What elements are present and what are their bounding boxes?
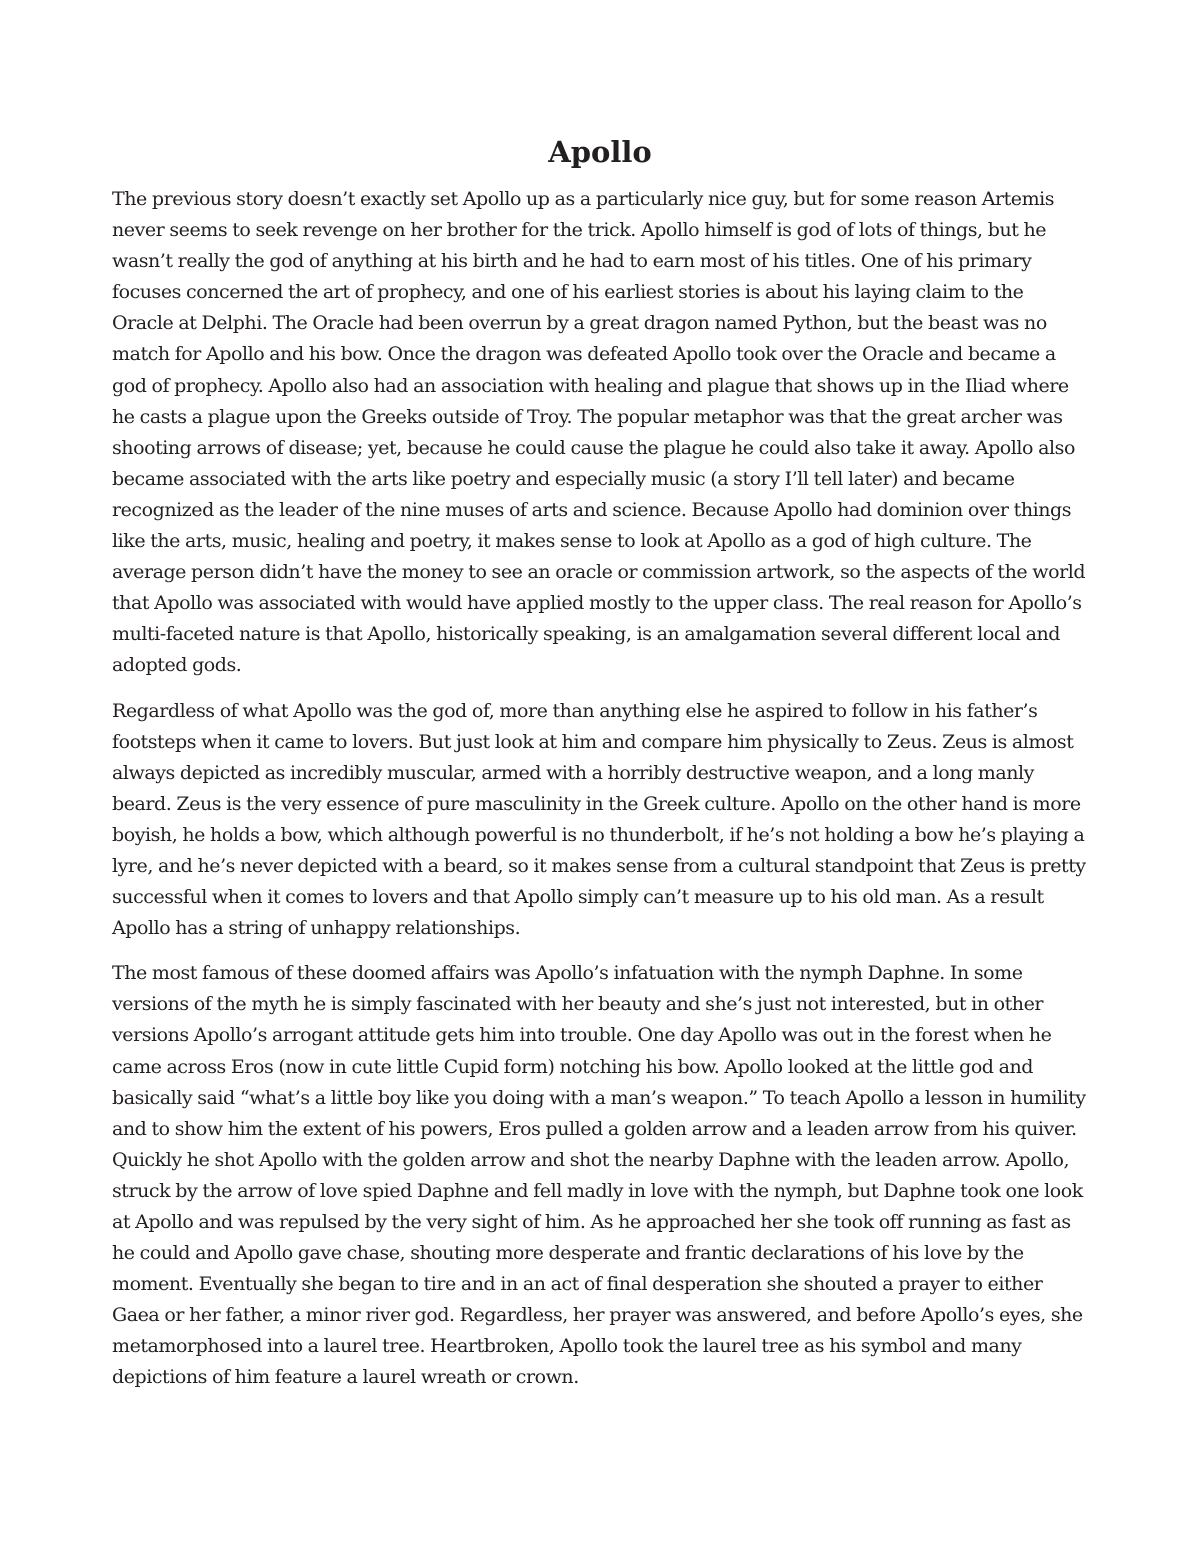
paragraph-2: Regardless of what Apollo was the god of, more than anything else he aspired to follow in his father’s footsteps when it came to lovers. But just look at him and compare him physically to Zeus. Zeus is almost always depicted as incredibly muscular, armed with a horribly destructive weapon, and a long manly beard. Zeus is the very essence of pure masculinity in the Greek culture. Apollo on the other hand is more boyish, he holds a bow, which although powerful is no thunderbolt, if he’s not holding a bow he’s playing a lyre, and he’s never depicted with a beard, so it makes sense from a cultural standpoint that Zeus is pretty successful when it comes to lovers and that Apollo simply can’t measure up to his old man. As a result Apollo has a string of unhappy relationships. xyxy=(112,699,1086,940)
paragraph-1: The previous story doesn’t exactly set Apollo up as a particularly nice guy, but for some reason Artemis never seems to seek revenge on her brother for the trick. Apollo himself is god of lots of things, but he wasn’t really the god of anything at his birth and he had to earn most of his titles. One of his primary focuses concerned the art of prophecy, and one of his earliest stories is about his laying claim to the Oracle at Delphi. The Oracle had been overrun by a great dragon named Python, but the beast was no match for Apollo and his bow. Once the dragon was defeated Apollo took over the Oracle and became a god of prophecy. Apollo also had an association with healing and plague that shows up in the Iliad where he casts a plague upon the Greeks outside of Troy. The popular metaphor was that the great archer was shooting arrows of disease; yet, because he could cause the plague he could also take it away. Apollo also became associated with the arts like poetry and especially music (a story I’ll tell later) and became recognized as the leader of the nine muses of arts and science. Because Apollo had dominion over things like the arts, music, healing and poetry, it makes sense to look at Apollo as a god of high culture. The average person didn’t have the money to see an oracle or commission artwork, so the aspects of the world that Apollo was associated with would have applied mostly to the upper class. The real reason for Apollo’s multi-faceted nature is that Apollo, historically speaking, is an amalgamation several different local and adopted gods. xyxy=(112,188,1086,677)
page-title: Apollo xyxy=(548,135,652,169)
paragraph-3: The most famous of these doomed affairs was Apollo’s infatuation with the nymph Daphne. In some versions of the myth he is simply fascinated with her beauty and she’s just not interested, but in other versions Apollo’s arrogant attitude gets him into trouble. One day Apollo was out in the forest when he came across Eros (now in cute little Cupid form) notching his bow. Apollo looked at the little god and basically said “what’s a little boy like you doing with a man’s weapon.” To teach Apollo a lesson in humility and to show him the extent of his powers, Eros pulled a golden arrow and a leaden arrow from his quiver. Quickly he shot Apollo with the golden arrow and shot the nearby Daphne with the leaden arrow. Apollo, struck by the arrow of love spied Daphne and fell madly in love with the nymph, but Daphne took one look at Apollo and was repulsed by the very sight of him. As he approached her she took off running as fast as he could and Apollo gave chase, shouting more desperate and frantic declarations of his love by the moment. Eventually she began to tire and in an act of final desperation she shouted a prayer to either Gaea or her father, a minor river god. Regardless, her prayer was answered, and before Apollo’s eyes, she metamorphosed into a laurel tree. Heartbroken, Apollo took the laurel tree as his symbol and many depictions of him feature a laurel wreath or crown. xyxy=(112,962,1086,1389)
